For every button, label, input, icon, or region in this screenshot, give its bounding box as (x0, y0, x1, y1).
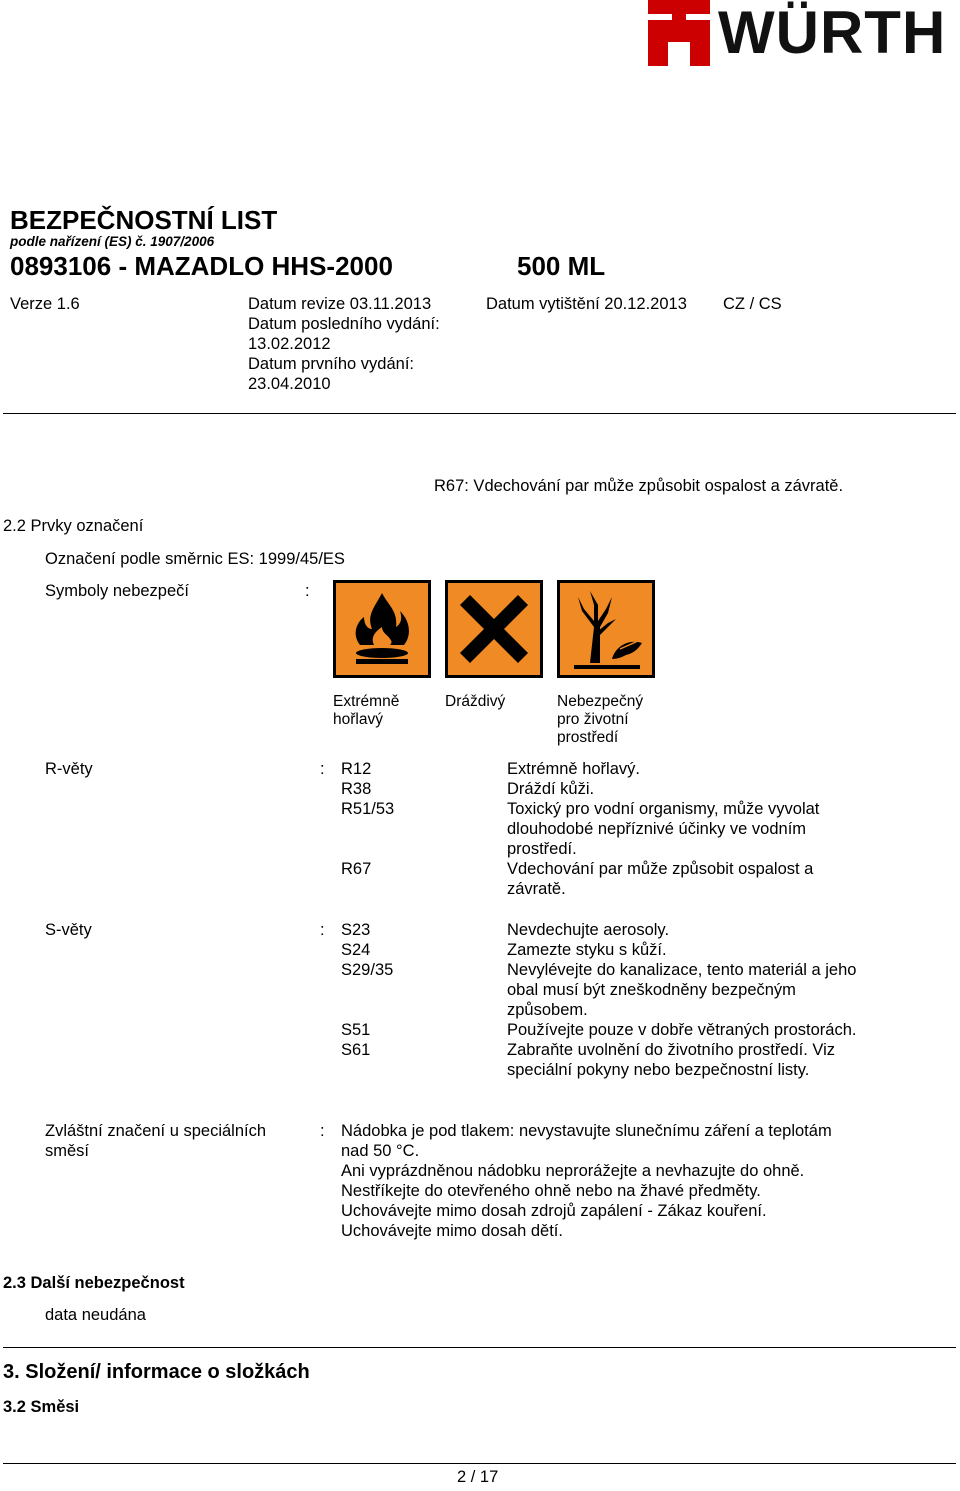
footer-divider (3, 1463, 956, 1464)
special-labelling-line: nad 50 °C. (341, 1142, 420, 1160)
s-phrase-code: S29/35 (341, 961, 394, 979)
r-phrases-colon: : (320, 760, 325, 778)
r-phrase-text: Dráždí kůži. (507, 780, 595, 798)
s-phrases-colon: : (320, 921, 325, 939)
special-labelling-line: Uchovávejte mimo dosah dětí. (341, 1222, 563, 1240)
symbol-label-flammable-1: Extrémně (333, 693, 400, 710)
product-name: 0893106 - MAZADLO HHS-2000 (10, 251, 393, 281)
s-phrase-text: Zabraňte uvolnění do životního prostředí. Viz (507, 1041, 836, 1059)
page-number: 2 / 17 (457, 1468, 499, 1486)
s-phrase-code: S61 (341, 1041, 371, 1059)
section-3-heading: 3. Složení/ informace o složkách (3, 1361, 310, 1383)
special-labelling-label-2: směsí (45, 1142, 90, 1160)
section-3-divider (3, 1347, 956, 1348)
r-phrase-code: R12 (341, 760, 372, 778)
r-phrase-code: R67 (341, 860, 372, 878)
flame-hazard-icon (333, 580, 431, 678)
s-phrase-code: S23 (341, 921, 371, 939)
symbol-label-flammable-2: hořlavý (333, 711, 383, 728)
special-labelling-line: Uchovávejte mimo dosah zdrojů zapálení - Zákaz kouření. (341, 1202, 767, 1220)
s-phrase-code: S24 (341, 941, 371, 959)
s-phrase-text: speciální pokyny nebo bezpečnostní listy. (507, 1061, 810, 1079)
symbol-label-environment-1: Nebezpečný (557, 693, 644, 710)
r-phrase-text: Vdechování par může způsobit ospalost a (507, 860, 814, 878)
s-phrase-text: Nevdechujte aerosoly. (507, 921, 670, 939)
environment-hazard-icon (557, 580, 655, 678)
symbols-label: Symboly nebezpečí (45, 582, 189, 600)
wurth-emblem-icon (648, 0, 710, 66)
first-issue-label: Datum prvního vydání: (248, 355, 414, 373)
regulation-subtitle: podle nařízení (ES) č. 1907/2006 (10, 234, 215, 249)
section-2-3-text: data neudána (45, 1306, 146, 1324)
r-phrase-text: Extrémně hořlavý. (507, 760, 640, 778)
last-issue-label: Datum posledního vydání: (248, 315, 440, 333)
s-phrase-text: Používejte pouze v dobře větraných prostorách. (507, 1021, 857, 1039)
section-3-2-heading: 3.2 Směsi (3, 1398, 80, 1416)
wurth-logo (648, 0, 958, 66)
special-labelling-line: Ani vyprázdněnou nádobku neprorážejte a nevhazujte do ohně. (341, 1162, 805, 1180)
special-labelling-colon: : (320, 1122, 325, 1140)
r-phrase-text: prostředí. (507, 840, 577, 858)
revision-date: Datum revize 03.11.2013 (248, 295, 432, 313)
print-date: Datum vytištění 20.12.2013 (486, 295, 687, 313)
s-phrase-text: způsobem. (507, 1001, 588, 1019)
s-phrase-text: Nevylévejte do kanalizace, tento materiál a jeho (507, 961, 857, 979)
s-phrase-text: obal musí být zneškodněny bezpečným (507, 981, 796, 999)
symbol-label-environment-2: pro životní (557, 711, 629, 728)
product-size: 500 ML (517, 251, 606, 281)
symbol-label-environment-3: prostředí (557, 729, 619, 746)
section-2-2-heading: 2.2 Prvky označení (3, 517, 144, 535)
special-labelling-line: Nádobka je pod tlakem: nevystavujte slunečnímu záření a teplotám (341, 1122, 832, 1140)
r-phrases-label: R-věty (45, 760, 93, 778)
carry-over-r67-note: R67: Vdechování par může způsobit ospalost a závratě. (434, 477, 844, 495)
r-phrase-code: R51/53 (341, 800, 395, 818)
header-divider (3, 413, 956, 414)
symbols-colon: : (305, 582, 310, 600)
directive-label: Označení podle směrnic ES: 1999/45/ES (45, 550, 345, 568)
s-phrase-text: Zamezte styku s kůží. (507, 941, 667, 959)
section-2-3-heading: 2.3 Další nebezpečnost (3, 1274, 185, 1292)
r-phrase-text: dlouhodobé nepříznivé účinky ve vodním (507, 820, 807, 838)
r-phrase-text: Toxický pro vodní organismy, může vyvolat (507, 800, 820, 818)
special-labelling-line: Nestříkejte do otevřeného ohně nebo na žhavé předměty. (341, 1182, 761, 1200)
r-phrase-text: závratě. (507, 880, 566, 898)
r-phrase-code: R38 (341, 780, 372, 798)
last-issue-value: 13.02.2012 (248, 335, 331, 353)
s-phrases-label: S-věty (45, 921, 92, 939)
first-issue-value: 23.04.2010 (248, 375, 331, 393)
symbol-label-irritant: Dráždivý (445, 693, 506, 710)
s-phrase-code: S51 (341, 1021, 371, 1039)
special-labelling-label: Zvláštní značení u speciálních (45, 1122, 267, 1140)
version: Verze 1.6 (10, 295, 80, 313)
locale: CZ / CS (723, 295, 782, 313)
document-title: BEZPEČNOSTNÍ LIST (10, 205, 278, 235)
brand-wordmark: WÜRTH (718, 0, 947, 66)
x-irritant-hazard-icon (445, 580, 543, 678)
